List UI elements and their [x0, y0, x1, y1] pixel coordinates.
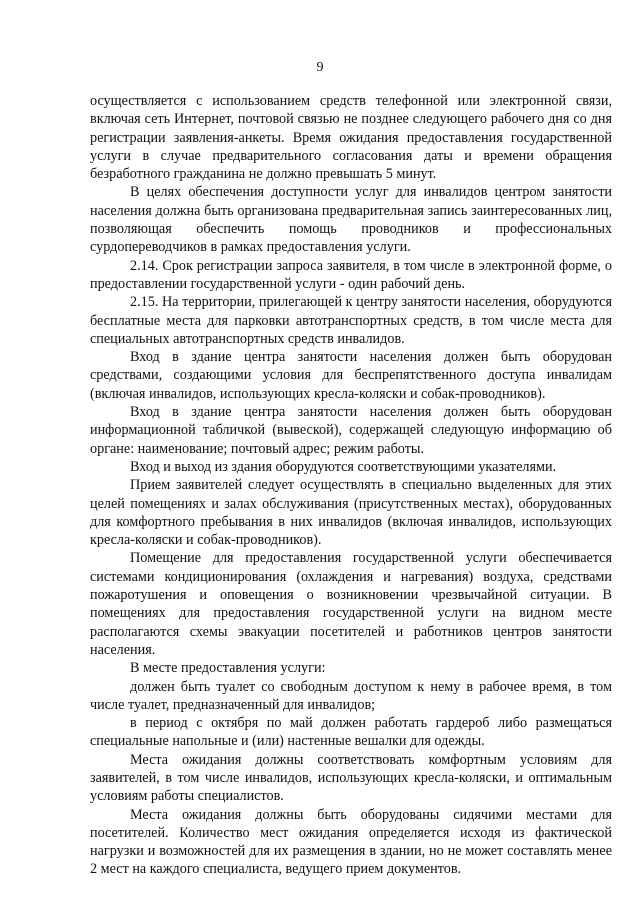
paragraph-wardrobe: в период с октября по май должен работать гардероб либо размещаться специальные напольные и (или) настенные вешалки для одежды.: [90, 715, 612, 750]
paragraph-toilet: должен быть туалет со свободным доступом к нему в рабочее время, в том числе туалет, предназначенный для инвалидов;: [90, 678, 612, 713]
paragraph-entrance-access: Вход в здание центра занятости населения должен быть оборудован средствами, создающими условия для беспрепятственного доступа инвалидам (включая инвалидов, использующих кресла-коляски и собак-проводников).: [90, 349, 612, 402]
paragraph-2-15: 2.15. На территории, прилегающей к центру занятости населения, оборудуются бесплатные места для парковки автотранспортных средств, в том числе места для специальных автотранспортных средств инвалидов.: [90, 294, 612, 347]
paragraph-service-place: В месте предоставления услуги:: [130, 660, 326, 677]
paragraph-waiting-seats: Места ожидания должны быть оборудованы сидячими местами для посетителей. Количество мест ожидания определяется исходя из фактической нагрузки и возможностей для их размещения в здании, но не может составлять менее 2 мест на каждого специалиста, ведущего прием документов.: [90, 806, 612, 878]
document-body: [90, 92, 612, 879]
paragraph-accessibility-registration: В целях обеспечения доступности услуг для инвалидов центром занятости населения должна быть организована предварительная запись заинтересованных лиц, позволяющая обеспечить помощь проводников и профессиональных сурдопереводчиков в рамках предоставления услуги.: [90, 184, 612, 256]
paragraph-waiting-conditions: Места ожидания должны соответствовать комфортным условиям для заявителей, в том числе инвалидов, использующих кресла-коляски, и оптимальным условиям работы специалистов.: [90, 751, 612, 805]
page-number: 9: [316, 60, 324, 75]
paragraph-entrance-exit: Вход и выход из здания оборудуются соответствующими указателями.: [130, 458, 557, 475]
paragraph-premises-systems: Помещение для предоставления государственной услуги обеспечивается системами кондиционирования (охлаждения и нагревания) воздуха, средствами пожаротушения и оповещения о возникновении чрезвычайной ситуации. В помещениях для предоставления государственной услуги на видном месте располагаются схемы эвакуации посетителей и работников центров занятости населения.: [90, 550, 612, 658]
paragraph-2-14: 2.14. Срок регистрации запроса заявителя, в том числе в электронной форме, о предоставлении государственной услуги - один рабочий день.: [90, 257, 612, 292]
paragraph-entrance-sign: Вход в здание центра занятости населения должен быть оборудован информационной табличкой (вывеской), содержащей следующую информацию об органе: наименование; почтовый адрес; режим работы.: [90, 404, 612, 457]
paragraph-continuation: осуществляется с использованием средств телефонной или электронной связи, включая сеть Интернет, почтовой связью не позднее следующего рабочего дня со дня регистрации заявления-анкеты. Время ожидания предоставления государственной услуги в случае предварительного согласования даты и времени обращения безработного гражданина не должно превышать 5 минут.: [90, 93, 612, 183]
paragraph-reception-rooms: Прием заявителей следует осуществлять в специально выделенных для этих целей помещениях и залах обслуживания (присутственных местах), оборудованных для комфортного пребывания в них инвалидов (включая инвалидов, использующих кресла-коляски и собак-проводников).: [90, 477, 612, 549]
